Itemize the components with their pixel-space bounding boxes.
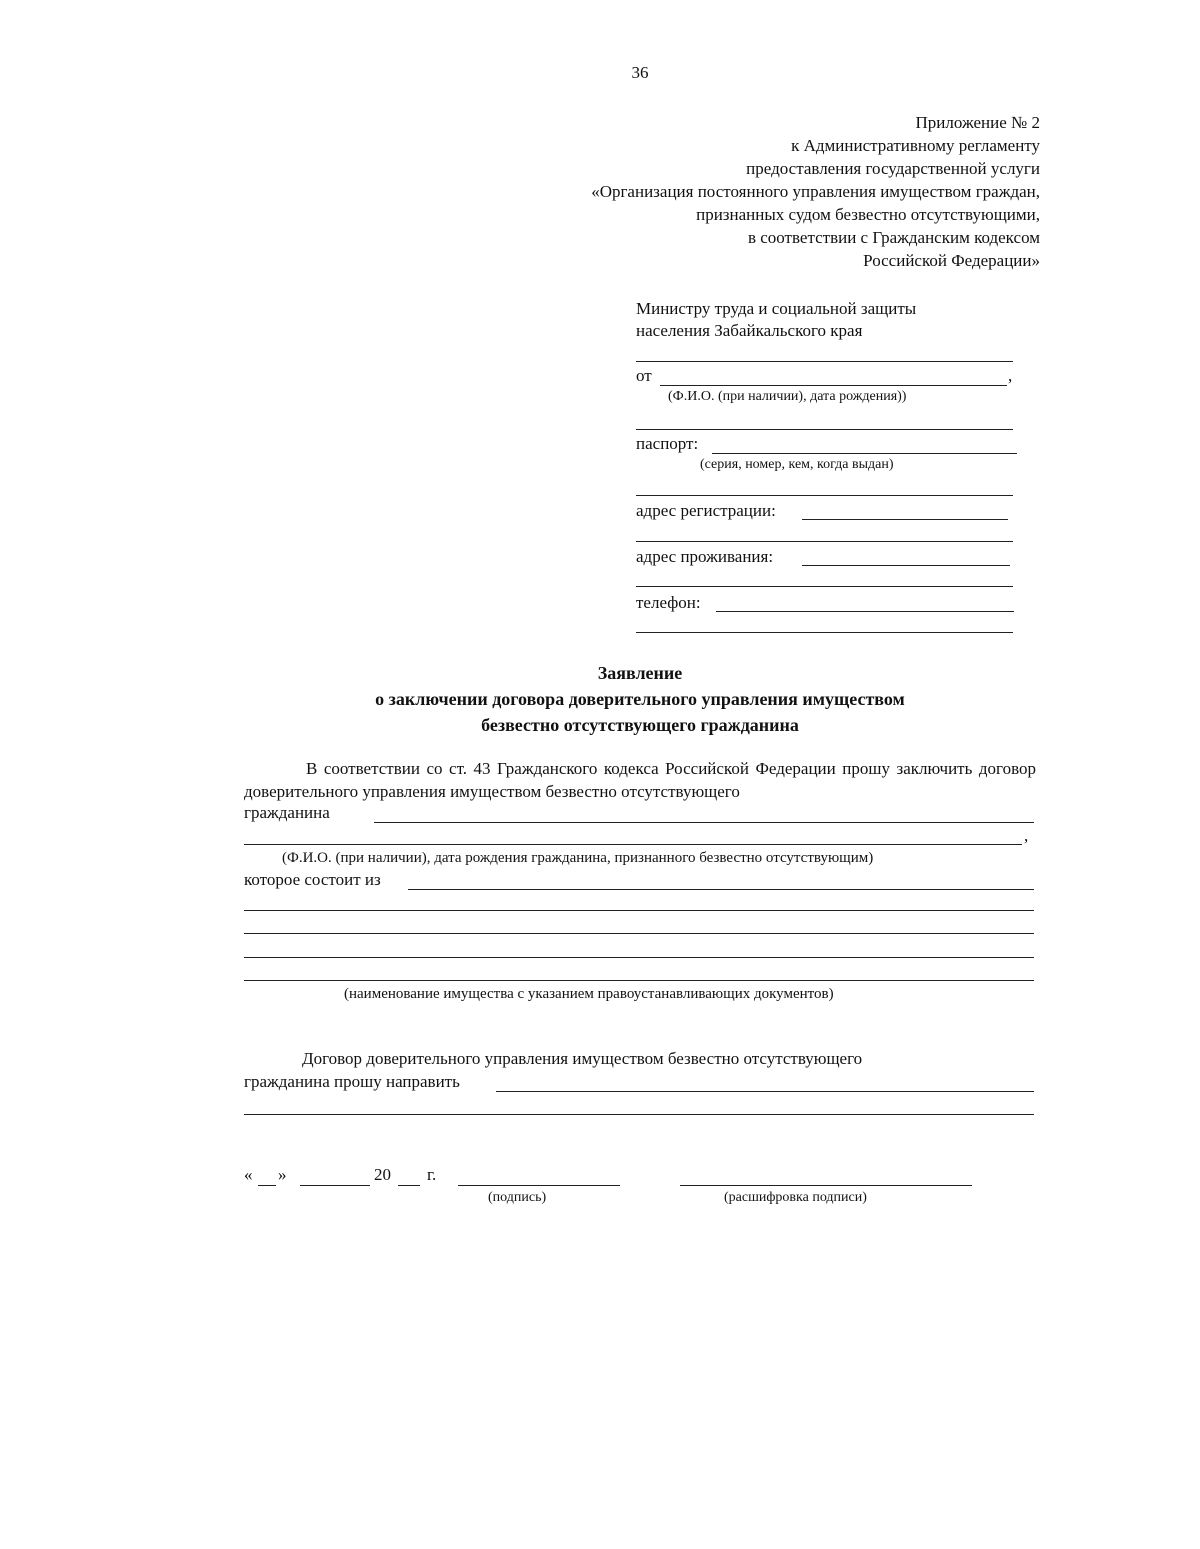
signature-field[interactable] xyxy=(458,1185,620,1186)
appendix-header xyxy=(480,111,1040,272)
date-month-field[interactable] xyxy=(300,1185,370,1186)
date-close-quote: » xyxy=(278,1165,287,1184)
phone-extra-line[interactable] xyxy=(636,632,1013,633)
passport-extra-line[interactable] xyxy=(636,495,1013,496)
from-comma: , xyxy=(1008,366,1013,385)
document-title: Заявление xyxy=(597,663,683,683)
registration-extra-line[interactable] xyxy=(636,541,1013,542)
addressee-line: Министру труда и социальной защиты xyxy=(636,299,917,318)
date-year-suffix: г. xyxy=(427,1165,437,1184)
addressee-block xyxy=(636,298,916,342)
passport-caption: (серия, номер, кем, когда выдан) xyxy=(700,457,894,472)
residence-label: адрес проживания: xyxy=(636,547,774,566)
appendix-line: признанных судом безвестно отсутствующими, xyxy=(696,205,1040,224)
signature-decode-field[interactable] xyxy=(680,1185,972,1186)
delivery-field[interactable] xyxy=(496,1091,1034,1092)
phone-label: телефон: xyxy=(636,593,701,612)
document-subtitle-line2: безвестно отсутствующего гражданина xyxy=(481,715,799,735)
from-extra-line[interactable] xyxy=(636,429,1013,430)
page-number: 36 xyxy=(631,63,649,82)
appendix-line: в соответствии с Гражданским кодексом xyxy=(747,228,1040,247)
request-paragraph: В соответствии со ст. 43 Гражданского кодекса Российской Федерации прошу заключить договор доверительного управления имуществом безвестно отсутствующего xyxy=(244,759,1036,801)
from-caption: (Ф.И.О. (при наличии), дата рождения)) xyxy=(668,389,907,404)
property-line-4[interactable] xyxy=(244,980,1034,981)
signature-decode-caption: (расшифровка подписи) xyxy=(724,1190,867,1205)
date-open-quote: « xyxy=(244,1165,253,1184)
appendix-line: Приложение № 2 xyxy=(915,113,1040,132)
consists-label: которое состоит из xyxy=(244,870,381,889)
property-caption: (наименование имущества с указанием правоустанавливающих документов) xyxy=(344,986,834,1002)
citizen-caption: (Ф.И.О. (при наличии), дата рождения гражданина, признанного безвестно отсутствующим) xyxy=(282,850,874,866)
registration-field[interactable] xyxy=(802,519,1008,520)
passport-field[interactable] xyxy=(712,453,1017,454)
citizen-comma: , xyxy=(1024,826,1029,845)
addressee-line: населения Забайкальского края xyxy=(636,321,863,340)
appendix-line: предоставления государственной услуги xyxy=(746,159,1040,178)
residence-extra-line[interactable] xyxy=(636,586,1013,587)
delivery-label: гражданина прошу направить xyxy=(244,1072,460,1091)
passport-label: паспорт: xyxy=(636,434,699,453)
citizen-field-extra[interactable] xyxy=(244,844,1022,845)
phone-field[interactable] xyxy=(716,611,1014,612)
date-year-prefix: 20 xyxy=(374,1165,391,1184)
delivery-paragraph: Договор доверительного управления имуществом безвестно отсутствующего xyxy=(302,1049,863,1068)
from-field[interactable] xyxy=(660,385,1007,386)
document-subtitle-line1: о заключении договора доверительного управления имуществом xyxy=(375,689,905,709)
date-day-field[interactable] xyxy=(258,1185,276,1186)
appendix-line: «Организация постоянного управления имуществом граждан, xyxy=(591,182,1040,201)
residence-field[interactable] xyxy=(802,565,1010,566)
from-label: от xyxy=(636,366,652,385)
registration-label: адрес регистрации: xyxy=(636,501,776,520)
property-line-1[interactable] xyxy=(244,910,1034,911)
citizen-label: гражданина xyxy=(244,803,330,822)
property-field[interactable] xyxy=(408,889,1034,890)
appendix-line: Российской Федерации» xyxy=(863,251,1040,270)
property-line-2[interactable] xyxy=(244,933,1034,934)
appendix-line: к Административному регламенту xyxy=(791,136,1040,155)
property-line-3[interactable] xyxy=(244,957,1034,958)
citizen-field[interactable] xyxy=(374,822,1034,823)
date-year-field[interactable] xyxy=(398,1185,420,1186)
delivery-line-extra[interactable] xyxy=(244,1114,1034,1115)
addressee-blank-line[interactable] xyxy=(636,361,1013,362)
signature-caption: (подпись) xyxy=(488,1190,547,1205)
